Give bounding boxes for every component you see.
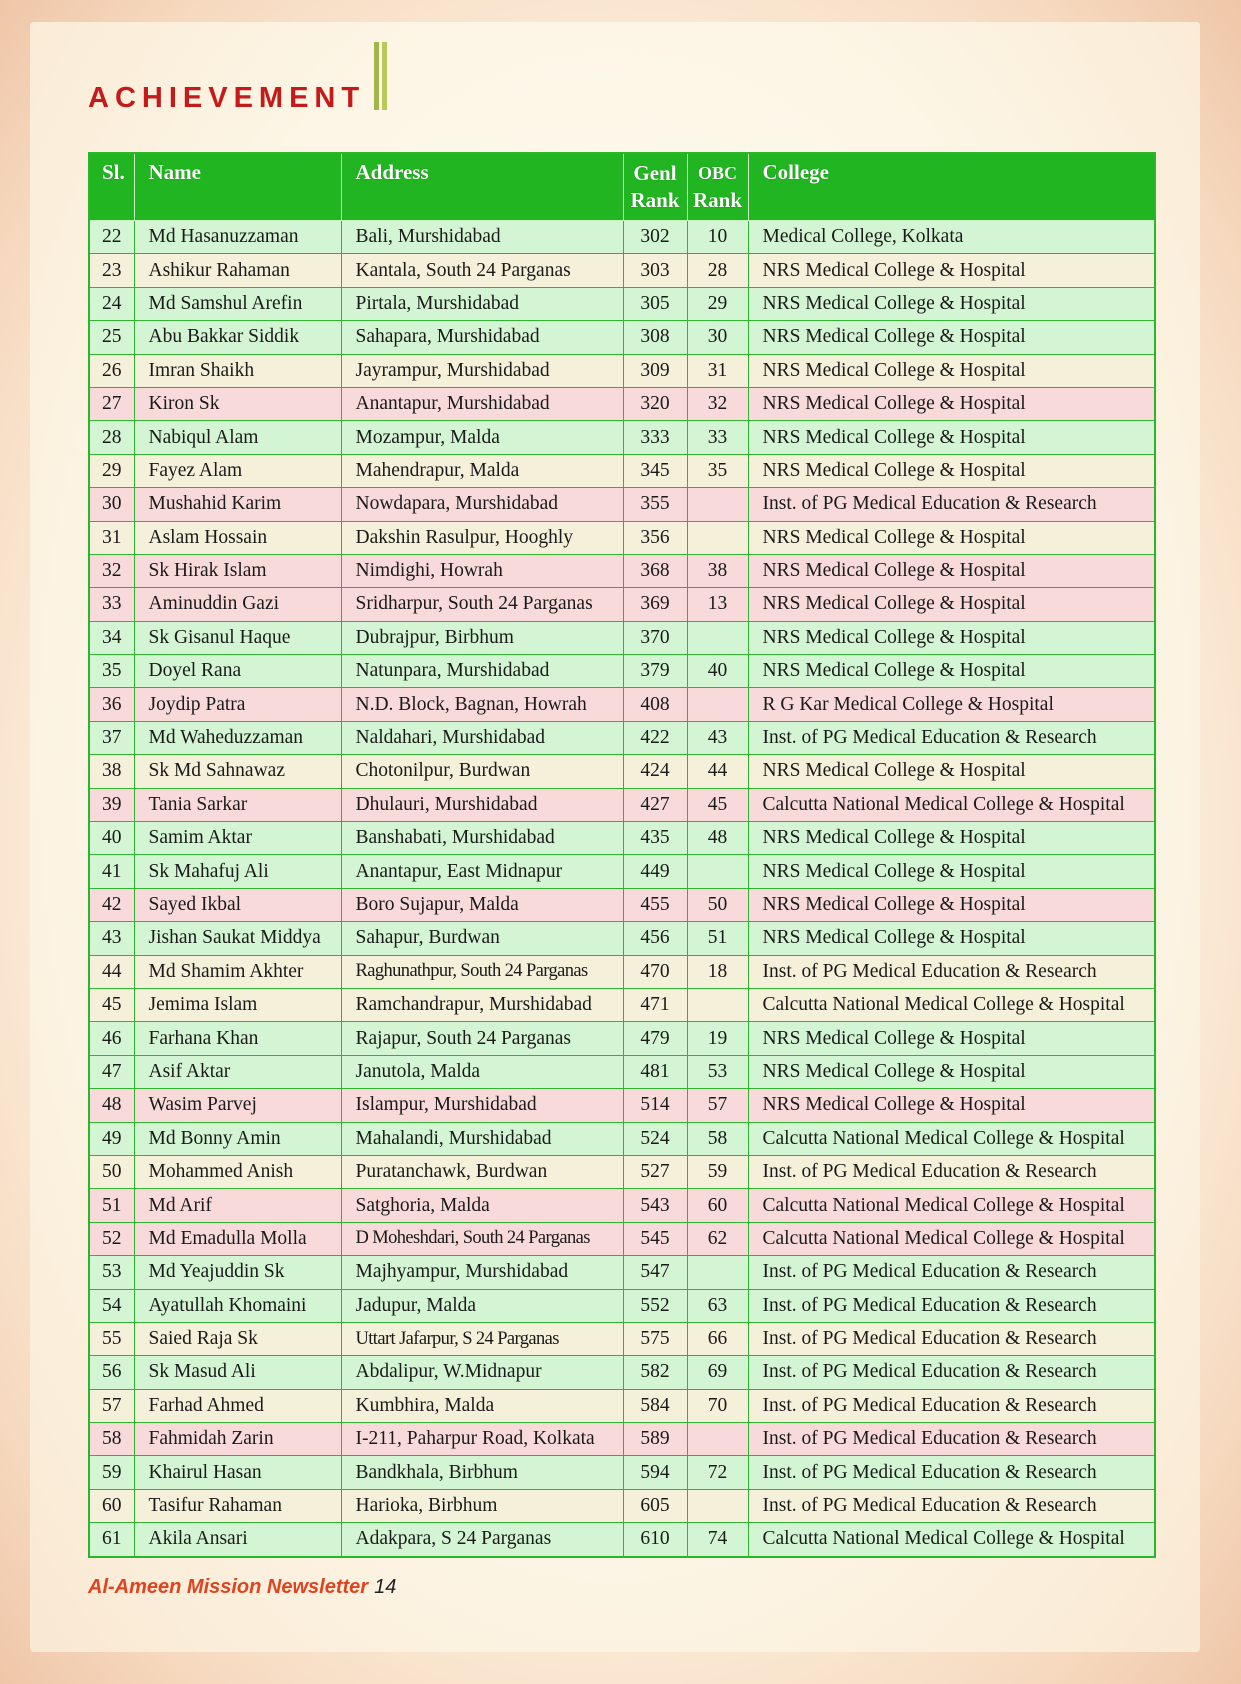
footer xyxy=(88,1576,396,1599)
cell-obc-rank: 44 xyxy=(687,755,748,788)
cell-sl: 30 xyxy=(89,488,134,521)
cell-sl: 47 xyxy=(89,1055,134,1088)
cell-genl-rank: 456 xyxy=(623,922,687,955)
cell-name: Wasim Parvej xyxy=(134,1089,341,1122)
cell-obc-rank: 30 xyxy=(687,321,748,354)
cell-sl: 24 xyxy=(89,287,134,320)
cell-sl: 60 xyxy=(89,1489,134,1522)
cell-address: Mahendrapur, Malda xyxy=(341,454,623,487)
cell-genl-rank: 479 xyxy=(623,1022,687,1055)
cell-sl: 26 xyxy=(89,354,134,387)
cell-name: Nabiqul Alam xyxy=(134,421,341,454)
cell-college: NRS Medical College & Hospital xyxy=(748,822,1155,855)
cell-sl: 34 xyxy=(89,621,134,654)
results-table xyxy=(88,152,1156,1558)
cell-name: Joydip Patra xyxy=(134,688,341,721)
table-row xyxy=(89,1356,1155,1389)
cell-genl-rank: 471 xyxy=(623,988,687,1021)
cell-address: Sahapur, Burdwan xyxy=(341,922,623,955)
cell-name: Ayatullah Khomaini xyxy=(134,1289,341,1322)
cell-address: Islampur, Murshidabad xyxy=(341,1089,623,1122)
cell-genl-rank: 584 xyxy=(623,1389,687,1422)
table-row xyxy=(89,755,1155,788)
cell-college: Inst. of PG Medical Education & Research xyxy=(748,955,1155,988)
cell-sl: 59 xyxy=(89,1456,134,1489)
cell-address: Ramchandrapur, Murshidabad xyxy=(341,988,623,1021)
cell-address: Nimdighi, Howrah xyxy=(341,554,623,587)
cell-obc-rank: 48 xyxy=(687,822,748,855)
cell-genl-rank: 309 xyxy=(623,354,687,387)
table-row xyxy=(89,1155,1155,1188)
cell-college: Inst. of PG Medical Education & Research xyxy=(748,721,1155,754)
cell-sl: 32 xyxy=(89,554,134,587)
cell-college: Inst. of PG Medical Education & Research xyxy=(748,1389,1155,1422)
cell-name: Imran Shaikh xyxy=(134,354,341,387)
table-row xyxy=(89,1322,1155,1355)
cell-sl: 61 xyxy=(89,1523,134,1557)
cell-genl-rank: 455 xyxy=(623,888,687,921)
cell-obc-rank: 32 xyxy=(687,387,748,420)
table-row xyxy=(89,354,1155,387)
cell-obc-rank: 66 xyxy=(687,1322,748,1355)
cell-sl: 25 xyxy=(89,321,134,354)
cell-sl: 40 xyxy=(89,822,134,855)
table-row xyxy=(89,1022,1155,1055)
cell-address: D Moheshdari, South 24 Parganas xyxy=(341,1222,623,1255)
cell-address: Boro Sujapur, Malda xyxy=(341,888,623,921)
cell-sl: 36 xyxy=(89,688,134,721)
cell-genl-rank: 303 xyxy=(623,254,687,287)
cell-genl-rank: 543 xyxy=(623,1189,687,1222)
cell-genl-rank: 369 xyxy=(623,588,687,621)
cell-address: Mahalandi, Murshidabad xyxy=(341,1122,623,1155)
cell-name: Kiron Sk xyxy=(134,387,341,420)
cell-college: NRS Medical College & Hospital xyxy=(748,354,1155,387)
column-header-college: College xyxy=(748,153,1155,221)
cell-name: Khairul Hasan xyxy=(134,1456,341,1489)
cell-name: Md Yeajuddin Sk xyxy=(134,1256,341,1289)
table-row xyxy=(89,955,1155,988)
cell-college: Inst. of PG Medical Education & Research xyxy=(748,1155,1155,1188)
cell-obc-rank: 28 xyxy=(687,254,748,287)
cell-obc-rank: 50 xyxy=(687,888,748,921)
cell-college: Inst. of PG Medical Education & Research xyxy=(748,1256,1155,1289)
cell-genl-rank: 575 xyxy=(623,1322,687,1355)
cell-obc-rank: 33 xyxy=(687,421,748,454)
table-row xyxy=(89,1523,1155,1557)
table-row xyxy=(89,721,1155,754)
table-row xyxy=(89,1189,1155,1222)
cell-name: Sk Masud Ali xyxy=(134,1356,341,1389)
cell-name: Md Hasanuzzaman xyxy=(134,221,341,254)
table-body xyxy=(89,221,1155,1557)
cell-college: NRS Medical College & Hospital xyxy=(748,755,1155,788)
cell-name: Asif Aktar xyxy=(134,1055,341,1088)
cell-address: Raghunathpur, South 24 Parganas xyxy=(341,955,623,988)
cell-name: Doyel Rana xyxy=(134,655,341,688)
cell-name: Sk Gisanul Haque xyxy=(134,621,341,654)
cell-college: NRS Medical College & Hospital xyxy=(748,1089,1155,1122)
table-row xyxy=(89,387,1155,420)
cell-sl: 37 xyxy=(89,721,134,754)
table-row xyxy=(89,1389,1155,1422)
cell-sl: 57 xyxy=(89,1389,134,1422)
cell-address: Adakpara, S 24 Parganas xyxy=(341,1523,623,1557)
cell-college: NRS Medical College & Hospital xyxy=(748,855,1155,888)
cell-obc-rank: 40 xyxy=(687,655,748,688)
cell-college: R G Kar Medical College & Hospital xyxy=(748,688,1155,721)
table-row xyxy=(89,421,1155,454)
table-row xyxy=(89,1122,1155,1155)
cell-genl-rank: 470 xyxy=(623,955,687,988)
cell-genl-rank: 320 xyxy=(623,387,687,420)
cell-address: Pirtala, Murshidabad xyxy=(341,287,623,320)
cell-college: Calcutta National Medical College & Hospital xyxy=(748,988,1155,1021)
cell-college: NRS Medical College & Hospital xyxy=(748,521,1155,554)
cell-sl: 29 xyxy=(89,454,134,487)
cell-genl-rank: 408 xyxy=(623,688,687,721)
cell-obc-rank: 10 xyxy=(687,221,748,254)
cell-obc-rank: 62 xyxy=(687,1222,748,1255)
table-row xyxy=(89,488,1155,521)
table-row xyxy=(89,1456,1155,1489)
cell-sl: 28 xyxy=(89,421,134,454)
cell-name: Md Arif xyxy=(134,1189,341,1222)
table-row xyxy=(89,621,1155,654)
cell-address: Dhulauri, Murshidabad xyxy=(341,788,623,821)
cell-sl: 33 xyxy=(89,588,134,621)
cell-college: NRS Medical College & Hospital xyxy=(748,387,1155,420)
cell-obc-rank xyxy=(687,855,748,888)
cell-genl-rank: 305 xyxy=(623,287,687,320)
table-row xyxy=(89,554,1155,587)
cell-obc-rank xyxy=(687,688,748,721)
cell-obc-rank: 70 xyxy=(687,1389,748,1422)
cell-college: NRS Medical College & Hospital xyxy=(748,454,1155,487)
cell-genl-rank: 333 xyxy=(623,421,687,454)
cell-address: Janutola, Malda xyxy=(341,1055,623,1088)
cell-name: Md Samshul Arefin xyxy=(134,287,341,320)
cell-genl-rank: 355 xyxy=(623,488,687,521)
cell-address: Nowdapara, Murshidabad xyxy=(341,488,623,521)
cell-sl: 27 xyxy=(89,387,134,420)
cell-sl: 23 xyxy=(89,254,134,287)
cell-sl: 39 xyxy=(89,788,134,821)
cell-obc-rank: 29 xyxy=(687,287,748,320)
cell-college: NRS Medical College & Hospital xyxy=(748,1022,1155,1055)
cell-genl-rank: 552 xyxy=(623,1289,687,1322)
cell-genl-rank: 302 xyxy=(623,221,687,254)
cell-sl: 55 xyxy=(89,1322,134,1355)
cell-address: Chotonilpur, Burdwan xyxy=(341,755,623,788)
cell-name: Md Waheduzzaman xyxy=(134,721,341,754)
cell-address: N.D. Block, Bagnan, Howrah xyxy=(341,688,623,721)
cell-obc-rank: 19 xyxy=(687,1022,748,1055)
cell-genl-rank: 594 xyxy=(623,1456,687,1489)
cell-genl-rank: 449 xyxy=(623,855,687,888)
cell-genl-rank: 524 xyxy=(623,1122,687,1155)
cell-sl: 53 xyxy=(89,1256,134,1289)
cell-name: Md Bonny Amin xyxy=(134,1122,341,1155)
column-header-obc-rank: OBC Rank xyxy=(687,153,748,221)
cell-sl: 43 xyxy=(89,922,134,955)
cell-genl-rank: 514 xyxy=(623,1089,687,1122)
column-header-name: Name xyxy=(134,153,341,221)
table-row xyxy=(89,1222,1155,1255)
cell-address: Anantapur, East Midnapur xyxy=(341,855,623,888)
cell-obc-rank xyxy=(687,988,748,1021)
column-header-genl-rank: Genl Rank xyxy=(623,153,687,221)
table-row xyxy=(89,1256,1155,1289)
cell-genl-rank: 368 xyxy=(623,554,687,587)
cell-address: Natunpara, Murshidabad xyxy=(341,655,623,688)
cell-address: Banshabati, Murshidabad xyxy=(341,822,623,855)
cell-address: Sahapara, Murshidabad xyxy=(341,321,623,354)
cell-college: Inst. of PG Medical Education & Research xyxy=(748,1423,1155,1456)
cell-address: Kumbhira, Malda xyxy=(341,1389,623,1422)
cell-address: Kantala, South 24 Parganas xyxy=(341,254,623,287)
cell-college: NRS Medical College & Hospital xyxy=(748,588,1155,621)
cell-address: Jadupur, Malda xyxy=(341,1289,623,1322)
cell-obc-rank xyxy=(687,1489,748,1522)
table-row xyxy=(89,254,1155,287)
cell-sl: 56 xyxy=(89,1356,134,1389)
cell-obc-rank: 53 xyxy=(687,1055,748,1088)
table-row xyxy=(89,1489,1155,1522)
cell-address: Naldahari, Murshidabad xyxy=(341,721,623,754)
cell-genl-rank: 545 xyxy=(623,1222,687,1255)
cell-name: Md Shamim Akhter xyxy=(134,955,341,988)
cell-obc-rank: 59 xyxy=(687,1155,748,1188)
cell-college: Inst. of PG Medical Education & Research xyxy=(748,1456,1155,1489)
cell-obc-rank xyxy=(687,488,748,521)
cell-college: Inst. of PG Medical Education & Research xyxy=(748,1289,1155,1322)
cell-genl-rank: 356 xyxy=(623,521,687,554)
cell-name: Akila Ansari xyxy=(134,1523,341,1557)
cell-address: Anantapur, Murshidabad xyxy=(341,387,623,420)
cell-sl: 41 xyxy=(89,855,134,888)
cell-sl: 52 xyxy=(89,1222,134,1255)
cell-name: Mohammed Anish xyxy=(134,1155,341,1188)
cell-obc-rank: 63 xyxy=(687,1289,748,1322)
cell-college: Medical College, Kolkata xyxy=(748,221,1155,254)
cell-college: NRS Medical College & Hospital xyxy=(748,621,1155,654)
cell-sl: 49 xyxy=(89,1122,134,1155)
cell-sl: 42 xyxy=(89,888,134,921)
table-row xyxy=(89,1089,1155,1122)
cell-obc-rank xyxy=(687,621,748,654)
cell-address: Dubrajpur, Birbhum xyxy=(341,621,623,654)
table-header-row xyxy=(89,153,1155,221)
cell-college: Inst. of PG Medical Education & Research xyxy=(748,1489,1155,1522)
cell-obc-rank: 60 xyxy=(687,1189,748,1222)
cell-genl-rank: 481 xyxy=(623,1055,687,1088)
cell-name: Sayed Ikbal xyxy=(134,888,341,921)
cell-address: I-211, Paharpur Road, Kolkata xyxy=(341,1423,623,1456)
table-row xyxy=(89,521,1155,554)
cell-genl-rank: 547 xyxy=(623,1256,687,1289)
cell-obc-rank: 35 xyxy=(687,454,748,487)
cell-obc-rank: 58 xyxy=(687,1122,748,1155)
cell-sl: 38 xyxy=(89,755,134,788)
cell-college: Calcutta National Medical College & Hospital xyxy=(748,1222,1155,1255)
cell-sl: 44 xyxy=(89,955,134,988)
cell-name: Saied Raja Sk xyxy=(134,1322,341,1355)
table-row xyxy=(89,855,1155,888)
cell-college: Calcutta National Medical College & Hospital xyxy=(748,1189,1155,1222)
table-row xyxy=(89,788,1155,821)
cell-genl-rank: 424 xyxy=(623,755,687,788)
cell-sl: 50 xyxy=(89,1155,134,1188)
cell-name: Sk Hirak Islam xyxy=(134,554,341,587)
cell-address: Bali, Murshidabad xyxy=(341,221,623,254)
cell-name: Sk Mahafuj Ali xyxy=(134,855,341,888)
cell-sl: 51 xyxy=(89,1189,134,1222)
table-row xyxy=(89,655,1155,688)
cell-college: NRS Medical College & Hospital xyxy=(748,888,1155,921)
cell-college: Calcutta National Medical College & Hospital xyxy=(748,1523,1155,1557)
cell-name: Jemima Islam xyxy=(134,988,341,1021)
cell-obc-rank: 13 xyxy=(687,588,748,621)
cell-obc-rank: 69 xyxy=(687,1356,748,1389)
cell-genl-rank: 379 xyxy=(623,655,687,688)
cell-name: Jishan Saukat Middya xyxy=(134,922,341,955)
table-row xyxy=(89,1055,1155,1088)
cell-name: Farhana Khan xyxy=(134,1022,341,1055)
table-row xyxy=(89,822,1155,855)
cell-genl-rank: 582 xyxy=(623,1356,687,1389)
cell-genl-rank: 589 xyxy=(623,1423,687,1456)
cell-obc-rank: 38 xyxy=(687,554,748,587)
cell-address: Sridharpur, South 24 Parganas xyxy=(341,588,623,621)
cell-college: NRS Medical College & Hospital xyxy=(748,655,1155,688)
cell-genl-rank: 427 xyxy=(623,788,687,821)
cell-genl-rank: 308 xyxy=(623,321,687,354)
cell-sl: 45 xyxy=(89,988,134,1021)
table-row xyxy=(89,988,1155,1021)
cell-genl-rank: 370 xyxy=(623,621,687,654)
cell-sl: 54 xyxy=(89,1289,134,1322)
cell-name: Fahmidah Zarin xyxy=(134,1423,341,1456)
cell-name: Md Emadulla Molla xyxy=(134,1222,341,1255)
cell-college: NRS Medical College & Hospital xyxy=(748,421,1155,454)
column-header-sl: Sl. xyxy=(89,153,134,221)
cell-name: Sk Md Sahnawaz xyxy=(134,755,341,788)
table-row xyxy=(89,888,1155,921)
cell-name: Ashikur Rahaman xyxy=(134,254,341,287)
cell-college: Inst. of PG Medical Education & Research xyxy=(748,1322,1155,1355)
cell-sl: 31 xyxy=(89,521,134,554)
cell-name: Farhad Ahmed xyxy=(134,1389,341,1422)
cell-address: Rajapur, South 24 Parganas xyxy=(341,1022,623,1055)
cell-genl-rank: 610 xyxy=(623,1523,687,1557)
page-heading: ACHIEVEMENT xyxy=(88,82,366,114)
cell-address: Harioka, Birbhum xyxy=(341,1489,623,1522)
cell-obc-rank xyxy=(687,1423,748,1456)
cell-address: Dakshin Rasulpur, Hooghly xyxy=(341,521,623,554)
cell-name: Aslam Hossain xyxy=(134,521,341,554)
cell-college: NRS Medical College & Hospital xyxy=(748,1055,1155,1088)
newsletter-name: Al-Ameen Mission Newsletter xyxy=(88,1576,369,1598)
cell-name: Abu Bakkar Siddik xyxy=(134,321,341,354)
cell-college: Inst. of PG Medical Education & Research xyxy=(748,488,1155,521)
column-header-address: Address xyxy=(341,153,623,221)
cell-college: NRS Medical College & Hospital xyxy=(748,254,1155,287)
cell-name: Tania Sarkar xyxy=(134,788,341,821)
cell-name: Fayez Alam xyxy=(134,454,341,487)
table-row xyxy=(89,287,1155,320)
table-row xyxy=(89,688,1155,721)
cell-sl: 22 xyxy=(89,221,134,254)
cell-address: Abdalipur, W.Midnapur xyxy=(341,1356,623,1389)
cell-address: Majhyampur, Murshidabad xyxy=(341,1256,623,1289)
cell-college: Inst. of PG Medical Education & Research xyxy=(748,1356,1155,1389)
cell-genl-rank: 422 xyxy=(623,721,687,754)
cell-obc-rank: 74 xyxy=(687,1523,748,1557)
cell-obc-rank xyxy=(687,1256,748,1289)
table-row xyxy=(89,454,1155,487)
cell-address: Jayrampur, Murshidabad xyxy=(341,354,623,387)
cell-college: NRS Medical College & Hospital xyxy=(748,287,1155,320)
table-row xyxy=(89,1289,1155,1322)
cell-obc-rank: 72 xyxy=(687,1456,748,1489)
cell-genl-rank: 435 xyxy=(623,822,687,855)
cell-obc-rank xyxy=(687,521,748,554)
cell-college: NRS Medical College & Hospital xyxy=(748,321,1155,354)
cell-genl-rank: 345 xyxy=(623,454,687,487)
cell-name: Mushahid Karim xyxy=(134,488,341,521)
cell-obc-rank: 43 xyxy=(687,721,748,754)
cell-address: Bandkhala, Birbhum xyxy=(341,1456,623,1489)
table-row xyxy=(89,1423,1155,1456)
cell-sl: 35 xyxy=(89,655,134,688)
cell-address: Satghoria, Malda xyxy=(341,1189,623,1222)
cell-college: NRS Medical College & Hospital xyxy=(748,554,1155,587)
cell-name: Samim Aktar xyxy=(134,822,341,855)
table-row xyxy=(89,588,1155,621)
cell-obc-rank: 57 xyxy=(687,1089,748,1122)
table-row xyxy=(89,321,1155,354)
cell-sl: 48 xyxy=(89,1089,134,1122)
cell-obc-rank: 45 xyxy=(687,788,748,821)
cell-college: Calcutta National Medical College & Hospital xyxy=(748,1122,1155,1155)
cell-genl-rank: 527 xyxy=(623,1155,687,1188)
cell-obc-rank: 51 xyxy=(687,922,748,955)
cell-name: Aminuddin Gazi xyxy=(134,588,341,621)
cell-college: NRS Medical College & Hospital xyxy=(748,922,1155,955)
cell-sl: 46 xyxy=(89,1022,134,1055)
cell-sl: 58 xyxy=(89,1423,134,1456)
cell-address: Puratanchawk, Burdwan xyxy=(341,1155,623,1188)
cell-name: Tasifur Rahaman xyxy=(134,1489,341,1522)
cell-address: Uttart Jafarpur, S 24 Parganas xyxy=(341,1322,623,1355)
cell-address: Mozampur, Malda xyxy=(341,421,623,454)
cell-college: Calcutta National Medical College & Hospital xyxy=(748,788,1155,821)
table-row xyxy=(89,922,1155,955)
page-number: 14 xyxy=(374,1576,397,1598)
heading-decoration xyxy=(374,42,390,110)
cell-obc-rank: 18 xyxy=(687,955,748,988)
table-row xyxy=(89,221,1155,254)
cell-obc-rank: 31 xyxy=(687,354,748,387)
cell-genl-rank: 605 xyxy=(623,1489,687,1522)
